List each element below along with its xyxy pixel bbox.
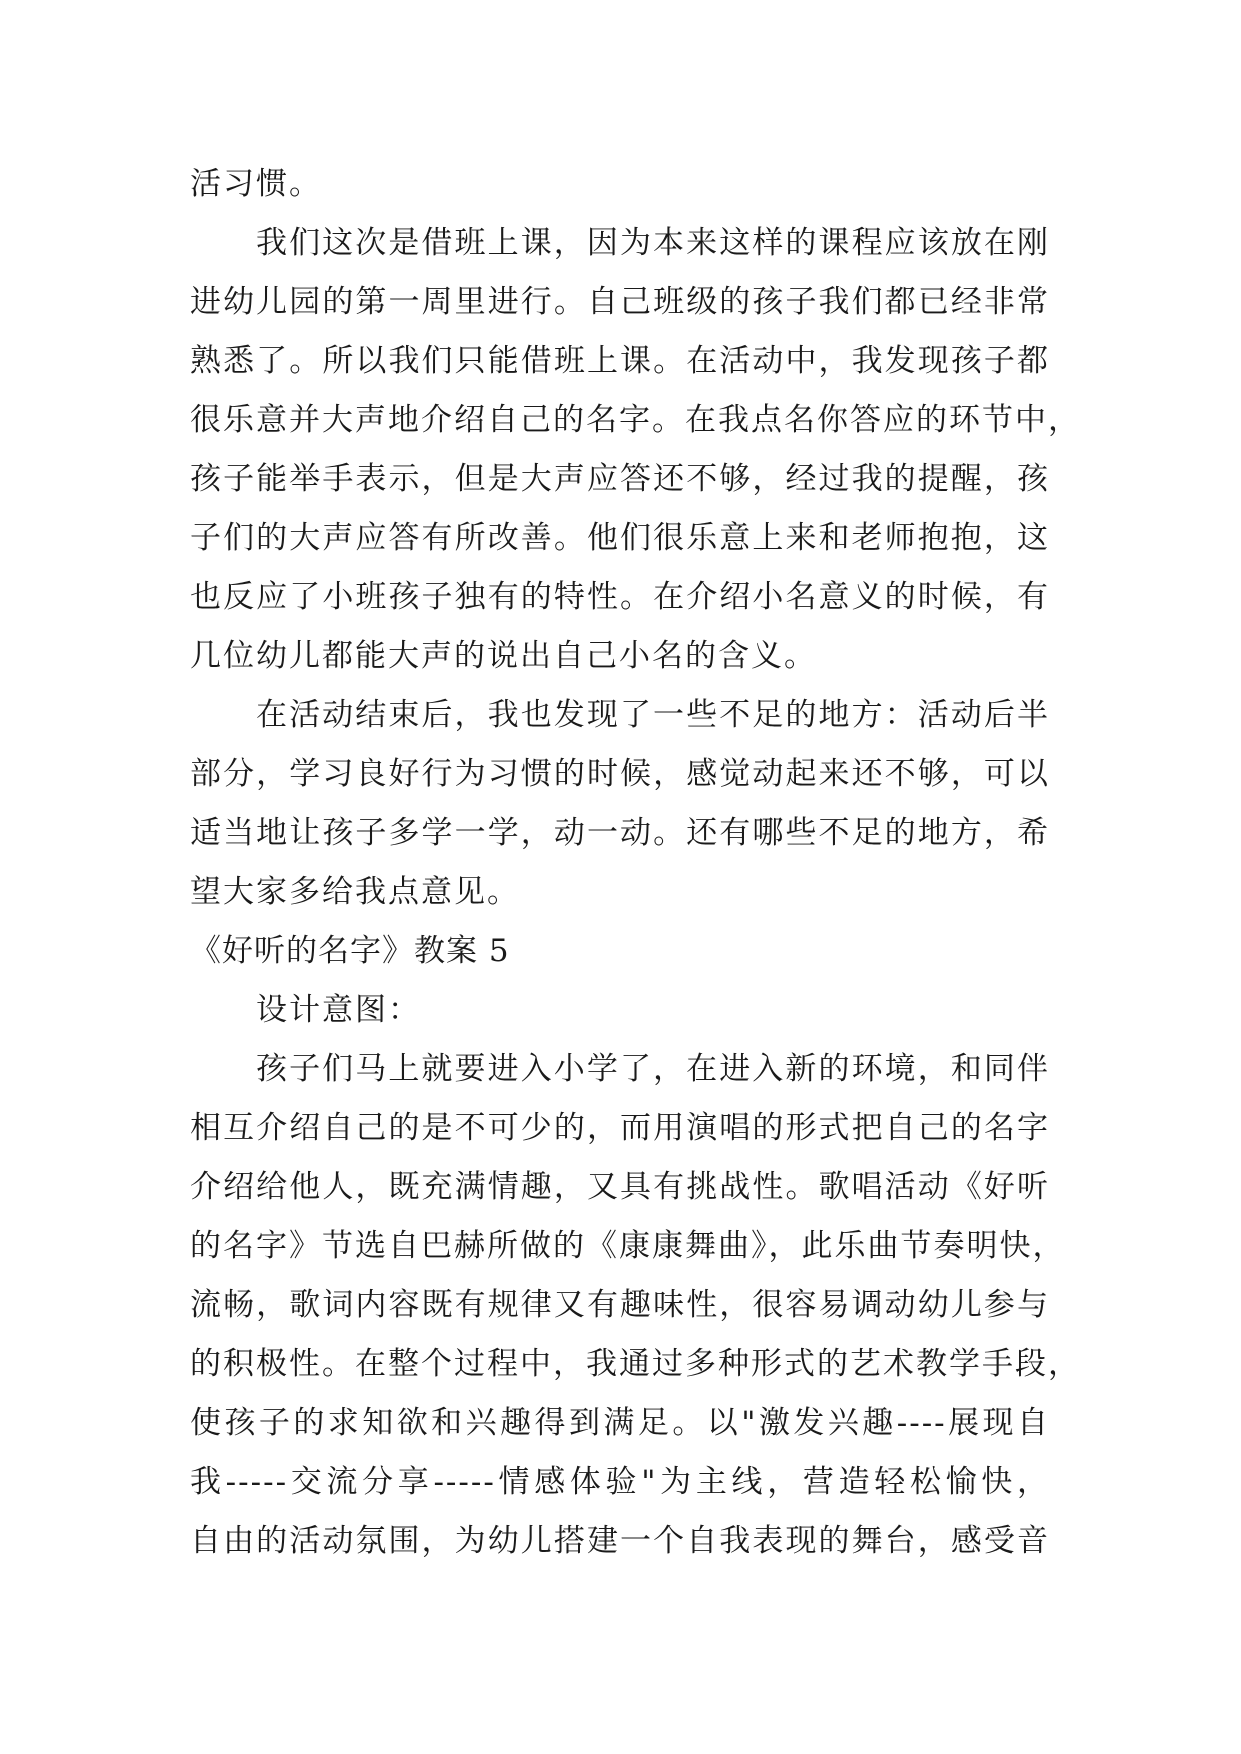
text-line: 适当地让孩子多学一学，动一动。还有哪些不足的地方，希 [190,815,1050,851]
section-heading: 《好听的名字》教案 5 [190,933,510,969]
text-line: 几位幼儿都能大声的说出自己小名的含义。 [190,638,817,674]
text-line: 孩子们马上就要进入小学了，在进入新的环境，和同伴 [256,1051,1050,1087]
text-line: 介绍给他人，既充满情趣，又具有挑战性。歌唱活动《好听 [190,1169,1050,1205]
text-line: 熟悉了。所以我们只能借班上课。在活动中，我发现孩子都 [190,343,1050,379]
text-line: 部分，学习良好行为习惯的时候，感觉动起来还不够，可以 [190,756,1050,792]
text-line: 子们的大声应答有所改善。他们很乐意上来和老师抱抱，这 [190,520,1050,556]
text-line: 望大家多给我点意见。 [190,874,520,910]
text-line: 很乐意并大声地介绍自己的名字。在我点名你答应的环节中， [190,402,1081,438]
text-line: 的名字》节选自巴赫所做的《康康舞曲》，此乐曲节奏明快， [190,1228,1066,1264]
text-line: 相互介绍自己的是不可少的，而用演唱的形式把自己的名字 [190,1110,1050,1146]
text-line: 在活动结束后，我也发现了一些不足的地方：活动后半 [256,697,1050,733]
text-line: 我-----交流分享-----情感体验"为主线，营造轻松愉快， [190,1464,1050,1500]
text-line: 进幼儿园的第一周里进行。自己班级的孩子我们都已经非常 [190,284,1050,320]
document-body [190,155,1081,1571]
text-line: 我们这次是借班上课，因为本来这样的课程应该放在刚 [256,225,1050,261]
text-line: 自由的活动氛围，为幼儿搭建一个自我表现的舞台，感受音 [190,1523,1050,1559]
text-line: 流畅，歌词内容既有规律又有趣味性，很容易调动幼儿参与 [190,1287,1050,1323]
text-line: 活习惯。 [190,166,322,202]
text-line: 孩子能举手表示，但是大声应答还不够，经过我的提醒，孩 [190,461,1050,497]
text-line: 设计意图： [256,992,421,1028]
text-line: 也反应了小班孩子独有的特性。在介绍小名意义的时候，有 [190,579,1050,615]
text-line: 的积极性。在整个过程中，我通过多种形式的艺术教学手段， [190,1346,1081,1382]
text-line: 使孩子的求知欲和兴趣得到满足。以"激发兴趣----展现自 [190,1405,1050,1441]
